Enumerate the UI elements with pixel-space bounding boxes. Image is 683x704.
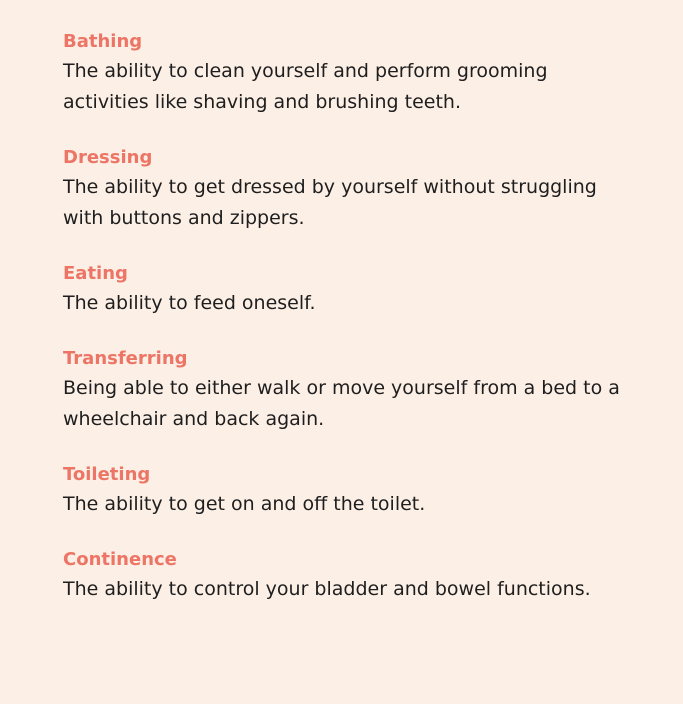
item-description: The ability to clean yourself and perform grooming activities like shaving and brushing teeth. — [63, 60, 548, 113]
list-item-eating — [63, 262, 633, 319]
item-title: Toileting — [63, 464, 151, 485]
item-title: Continence — [63, 549, 177, 570]
list-item-bathing — [63, 30, 633, 118]
list-item-continence — [63, 548, 633, 605]
list-item-toileting — [63, 463, 633, 520]
item-title: Dressing — [63, 147, 153, 168]
item-title: Eating — [63, 263, 128, 284]
list-item-dressing — [63, 146, 633, 234]
item-description: The ability to control your bladder and bowel functions. — [63, 578, 591, 600]
item-description: The ability to feed oneself. — [63, 292, 316, 314]
item-title: Bathing — [63, 31, 143, 52]
item-description: The ability to get dressed by yourself without struggling with buttons and zippers. — [63, 176, 597, 229]
item-description: The ability to get on and off the toilet. — [63, 493, 426, 515]
item-description: Being able to either walk or move yourself from a bed to a wheelchair and back again. — [63, 377, 620, 430]
item-title: Transferring — [63, 348, 188, 369]
list-item-transferring — [63, 347, 633, 435]
